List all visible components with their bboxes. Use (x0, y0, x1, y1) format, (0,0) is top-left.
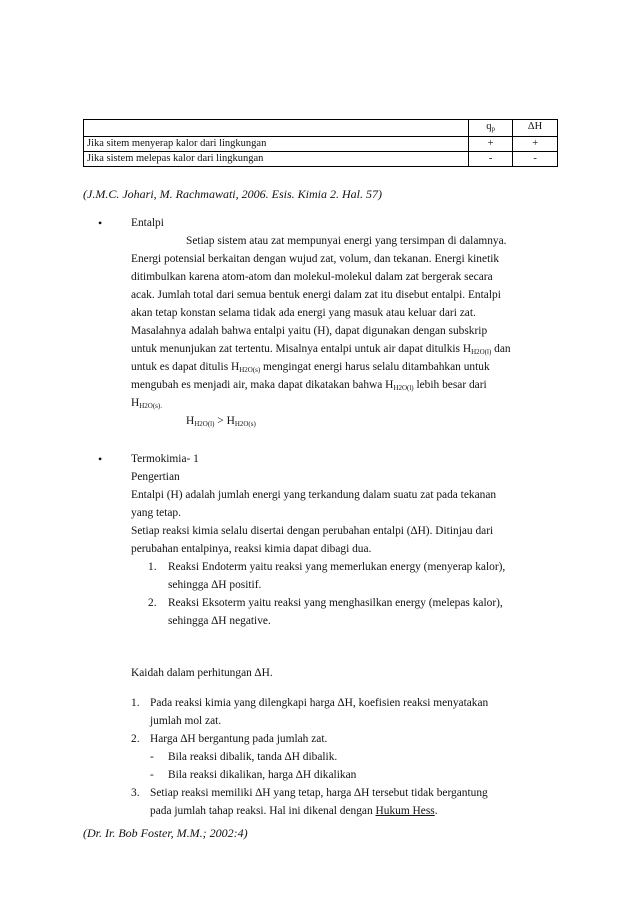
paragraph-line: akan tetap konstan selama tidak ada energi yang masuk atau keluar dari zat. (131, 307, 476, 319)
subscript: H2O(l) (393, 384, 414, 392)
table-cell-qp: + (468, 137, 513, 152)
list-item-line: Setiap reaksi memiliki ∆H yang tetap, harga ∆H tersebut tidak bergantung (150, 787, 488, 799)
paragraph-line: acak. Jumlah total dari semua bentuk energi dalam zat itu disebut entalpi. Entalpi (131, 289, 501, 301)
text-run: . (434, 805, 438, 817)
list-item-line: Harga ∆H bergantung pada jumlah zat. (150, 733, 328, 745)
paragraph-line: Setiap sistem atau zat mempunyai energi yang tersimpan di dalamnya. (186, 235, 507, 247)
subscript: H2O(l) (471, 348, 492, 356)
list-item-line: Bila reaksi dikalikan, harga ∆H dikalikan (168, 769, 357, 781)
subscript: H2O(s) (234, 420, 256, 428)
list-number: 3. (131, 787, 140, 799)
citation-foster: (Dr. Ir. Bob Foster, M.M.; 2002:4) (83, 826, 248, 840)
subscript: H2O(s) (239, 366, 261, 374)
table-cell-dh: - (513, 152, 558, 167)
qp-symbol: q (486, 121, 492, 132)
text-run: pada jumlah tahap reaksi. Hal ini dikenal dengan (150, 805, 376, 817)
text-run: mengingat energi harus selalu ditambahkan untuk (260, 361, 490, 373)
list-item-line: Reaksi Eksoterm yaitu reaksi yang menghasilkan energy (melepas kalor), (168, 597, 503, 609)
list-item-line: sehingga ∆H positif. (168, 579, 262, 591)
table-header-qp (468, 120, 513, 137)
list-number: 2. (131, 733, 140, 745)
paragraph-line: perubahan entalpinya, reaksi kimia dapat dibagi dua. (131, 543, 372, 555)
text-run: untuk es dapat ditulis H (131, 361, 240, 373)
list-number: 1. (131, 697, 140, 709)
table-cell-qp: - (468, 152, 513, 167)
table-row (84, 137, 558, 152)
table-header-row (84, 120, 558, 137)
subheading-pengertian: Pengertian (131, 471, 180, 483)
paragraph-line: Entalpi (H) adalah jumlah energi yang terkandung dalam suatu zat pada tekanan (131, 489, 497, 501)
subscript: H2O(l) (194, 420, 215, 428)
list-item-line: sehingga ∆H negative. (168, 615, 271, 627)
dash-marker: - (150, 769, 154, 781)
enthalpy-sign-table (83, 119, 558, 167)
paragraph-line: Energi potensial berkaitan dengan wujud zat, volum, dan tekanan. Energi kinetik (131, 253, 500, 265)
list-item-line: Reaksi Endoterm yaitu reaksi yang memerlukan energy (menyerap kalor), (168, 561, 506, 573)
list-item-line: Pada reaksi kimia yang dilengkapi harga ∆H, koefisien reaksi menyatakan (150, 697, 489, 709)
text-run: dan (491, 343, 511, 355)
qp-subscript: p (491, 125, 495, 133)
paragraph-line: Masalahnya adalah bahwa entalpi yaitu (H), dapat digunakan dengan subskrip (131, 325, 488, 337)
paragraph-line: Setiap reaksi kimia selalu disertai dengan perubahan entalpi (∆H). Ditinjau dari (131, 525, 494, 537)
paragraph-line (131, 376, 487, 397)
table-header-dh: ∆H (513, 120, 558, 137)
list-number: 1. (148, 561, 157, 573)
list-item-line (150, 802, 438, 820)
subheading-kaidah: Kaidah dalam perhitungan ∆H. (131, 667, 273, 679)
text-run: lebih besar dari (413, 379, 487, 391)
bullet-dot-icon: • (98, 452, 103, 466)
text-run: mengubah es menjadi air, maka dapat dikatakan bahwa H (131, 379, 394, 391)
paragraph-line (131, 394, 162, 415)
paragraph-line: yang tetap. (131, 507, 181, 519)
section-heading-entalpi: Entalpi (131, 217, 164, 229)
list-item-line: jumlah mol zat. (150, 715, 222, 727)
citation-johari: (J.M.C. Johari, M. Rachmawati, 2006. Esis. Kimia 2. Hal. 57) (83, 187, 382, 201)
table-row (84, 152, 558, 167)
text-run: H (131, 397, 140, 409)
paragraph-line: ditimbulkan karena atom-atom dan molekul-molekul dalam zat bergerak secara (131, 271, 493, 283)
enthalpy-inequality (186, 412, 256, 433)
table-cell-label: Jika sistem melepas kalor dari lingkungan (84, 152, 469, 167)
table-cell-label: Jika sitem menyerap kalor dari lingkungan (84, 137, 469, 152)
hukum-hess-underlined: Hukum Hess (375, 805, 435, 817)
text-run: untuk menunjukan zat tertentu. Misalnya entalpi untuk air dapat ditulkis H (131, 343, 472, 355)
section-heading-termokimia: Termokimia- 1 (131, 453, 199, 465)
bullet-dot-icon: • (98, 216, 103, 230)
dash-marker: - (150, 751, 154, 763)
table-cell-dh: + (513, 137, 558, 152)
subscript: H2O(s). (139, 402, 162, 410)
list-number: 2. (148, 597, 157, 609)
text-run: H (186, 415, 195, 427)
list-item-line: Bila reaksi dibalik, tanda ∆H dibalik. (168, 751, 338, 763)
table-header-cell (84, 120, 469, 137)
text-run: > H (214, 415, 235, 427)
